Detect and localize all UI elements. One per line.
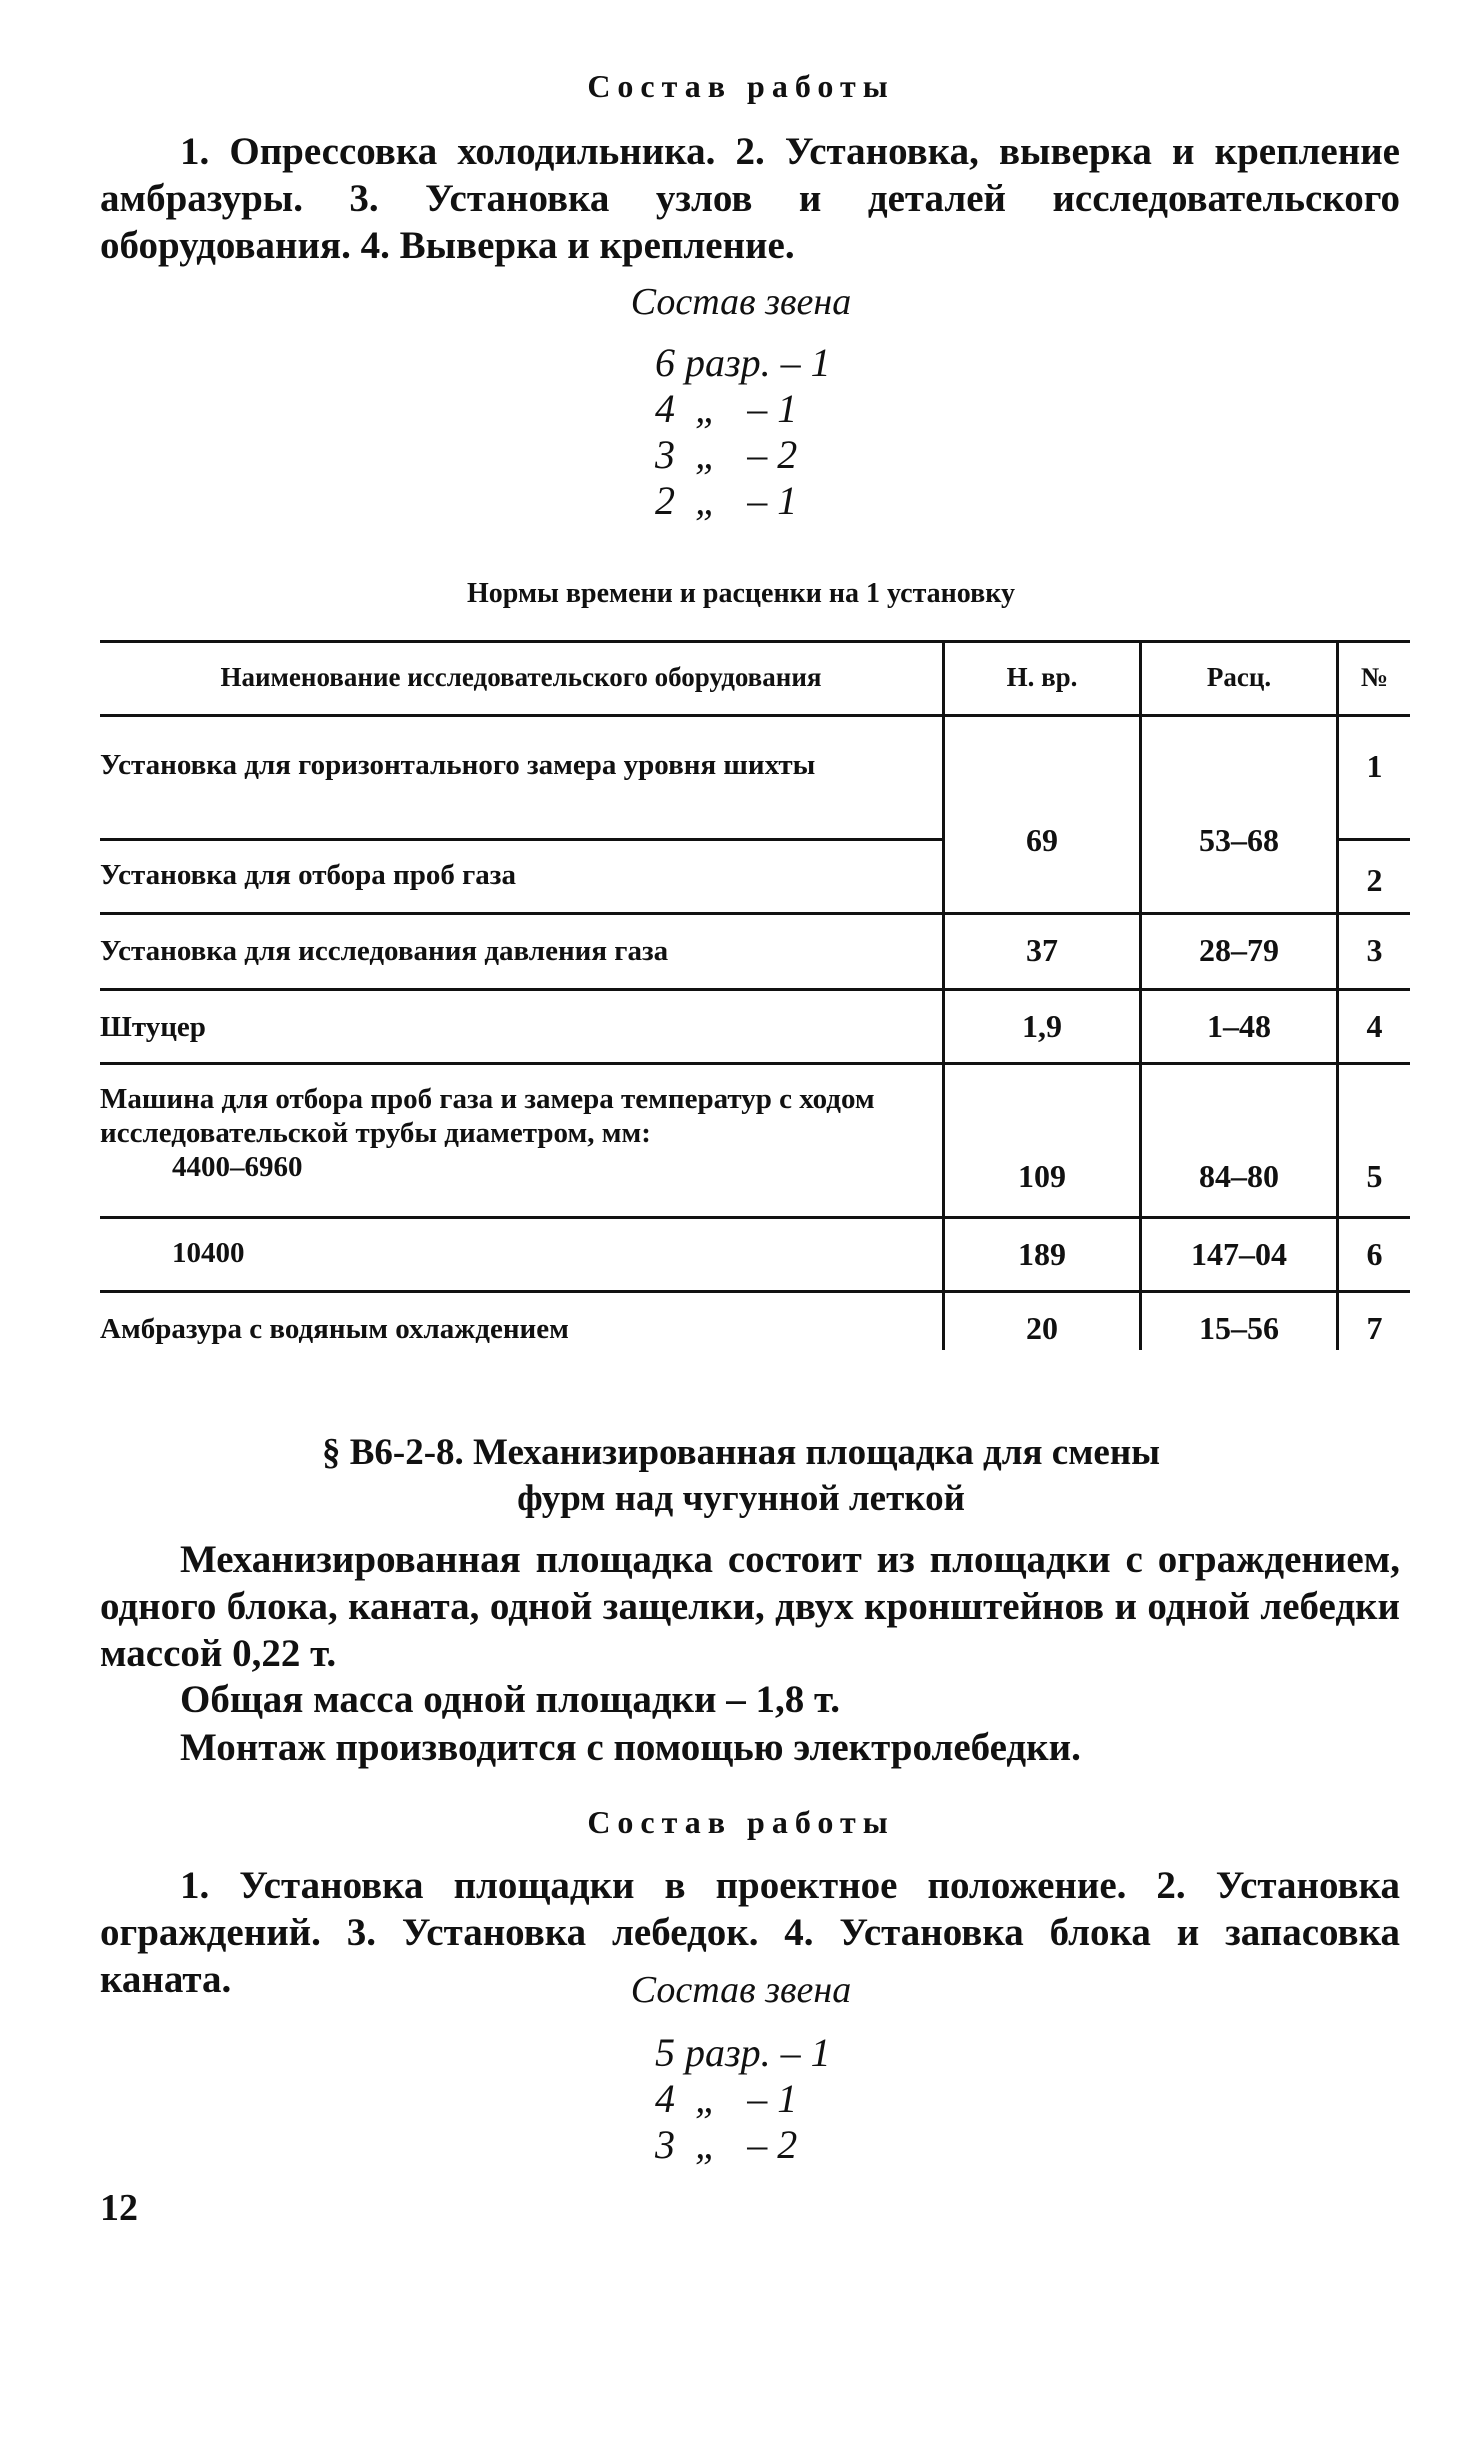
table-row-time: 37 [1026,932,1058,968]
crew-row: 5 разр. – 1 [655,2030,831,2075]
crew-heading: Состав звена [630,281,852,323]
table-row-name: 10400 [172,1237,245,1269]
table-row-subname: 4400–6960 [172,1151,303,1183]
section-title-line2: фурм над чугунной леткой [517,1478,965,1519]
work-composition-text: 1. Установка площадки в проектное положение. 2. Установка ограждений. 3. Установка лебедок. 4. Установка блока и запасовка каната. [100,1864,1400,2001]
table-row-name: Штуцер [100,1011,206,1043]
crew-list [655,2030,831,2168]
section-paragraph: Общая масса одной площадки – 1,8 т. [180,1678,840,1721]
table-row-name: Установка для горизонтального замера уровня шихты [100,749,816,781]
table-row-time: 1,9 [1022,1008,1062,1044]
table-row-rate: 1–48 [1207,1008,1271,1044]
work-composition-text: 1. Опрессовка холодильника. 2. Установка, выверка и крепление амбразуры. 3. Установка узлов и деталей исследовательского оборудования. 4. Выверка и крепление. [100,130,1400,267]
header-name: Наименование исследовательского оборудования [220,662,822,692]
table-title: Нормы времени и расценки на 1 установку [467,578,1015,609]
header-rate: Расц. [1206,662,1272,692]
table-row-name: Установка для отбора проб газа [100,859,516,891]
table-row-name: Амбразура с водяным охлаждением [100,1313,569,1345]
crew-row: 3 „ – 2 [655,2122,798,2167]
table-row-number: 6 [1366,1236,1383,1272]
table-row-name: Установка для исследования давления газа [100,935,669,967]
table-row-time: 189 [1018,1236,1066,1272]
table-row-time: 109 [1018,1158,1066,1194]
crew-row: 6 разр. – 1 [655,340,831,385]
table-merged-rate: 53–68 [1199,822,1279,858]
crew-row: 4 „ – 1 [655,2076,798,2121]
header-time: Н. вр. [1006,662,1078,692]
section-paragraph: Механизированная площадка состоит из площадки с ограждением, одного блока, каната, одной защелки, двух кронштейнов и одной лебедки массой 0,22 т. [100,1538,1400,1675]
crew-row: 4 „ – 1 [655,386,798,431]
table-row-number: 1 [1366,748,1383,784]
table-row-number: 2 [1366,862,1383,898]
table-row-number: 4 [1366,1008,1383,1044]
section-title-line1: § В6-2-8. Механизированная площадка для смены [321,1432,1161,1473]
page-number: 12 [100,2187,138,2229]
table-row-rate: 28–79 [1199,932,1279,968]
table-row-time: 20 [1026,1310,1058,1346]
table-row-rate: 84–80 [1199,1158,1279,1194]
table-merged-time: 69 [1026,822,1058,858]
table-row-number: 3 [1366,932,1383,968]
work-composition-heading: Состав работы [587,68,895,104]
crew-heading: Состав звена [630,1969,852,2011]
table-row-name: Машина для отбора проб газа и замера температур с ходом исследовательской трубы диаметром, мм: [100,1083,875,1149]
crew-row: 2 „ – 1 [655,478,798,523]
header-number: № [1360,662,1389,692]
work-composition-heading: Состав работы [587,1804,895,1840]
table-row-rate: 15–56 [1199,1310,1279,1346]
crew-row: 3 „ – 2 [655,432,798,477]
table-row-number: 5 [1366,1158,1383,1194]
section-paragraph: Монтаж производится с помощью электролебедки. [180,1726,1081,1769]
table-row-number: 7 [1366,1310,1383,1346]
table-row-rate: 147–04 [1191,1236,1287,1272]
